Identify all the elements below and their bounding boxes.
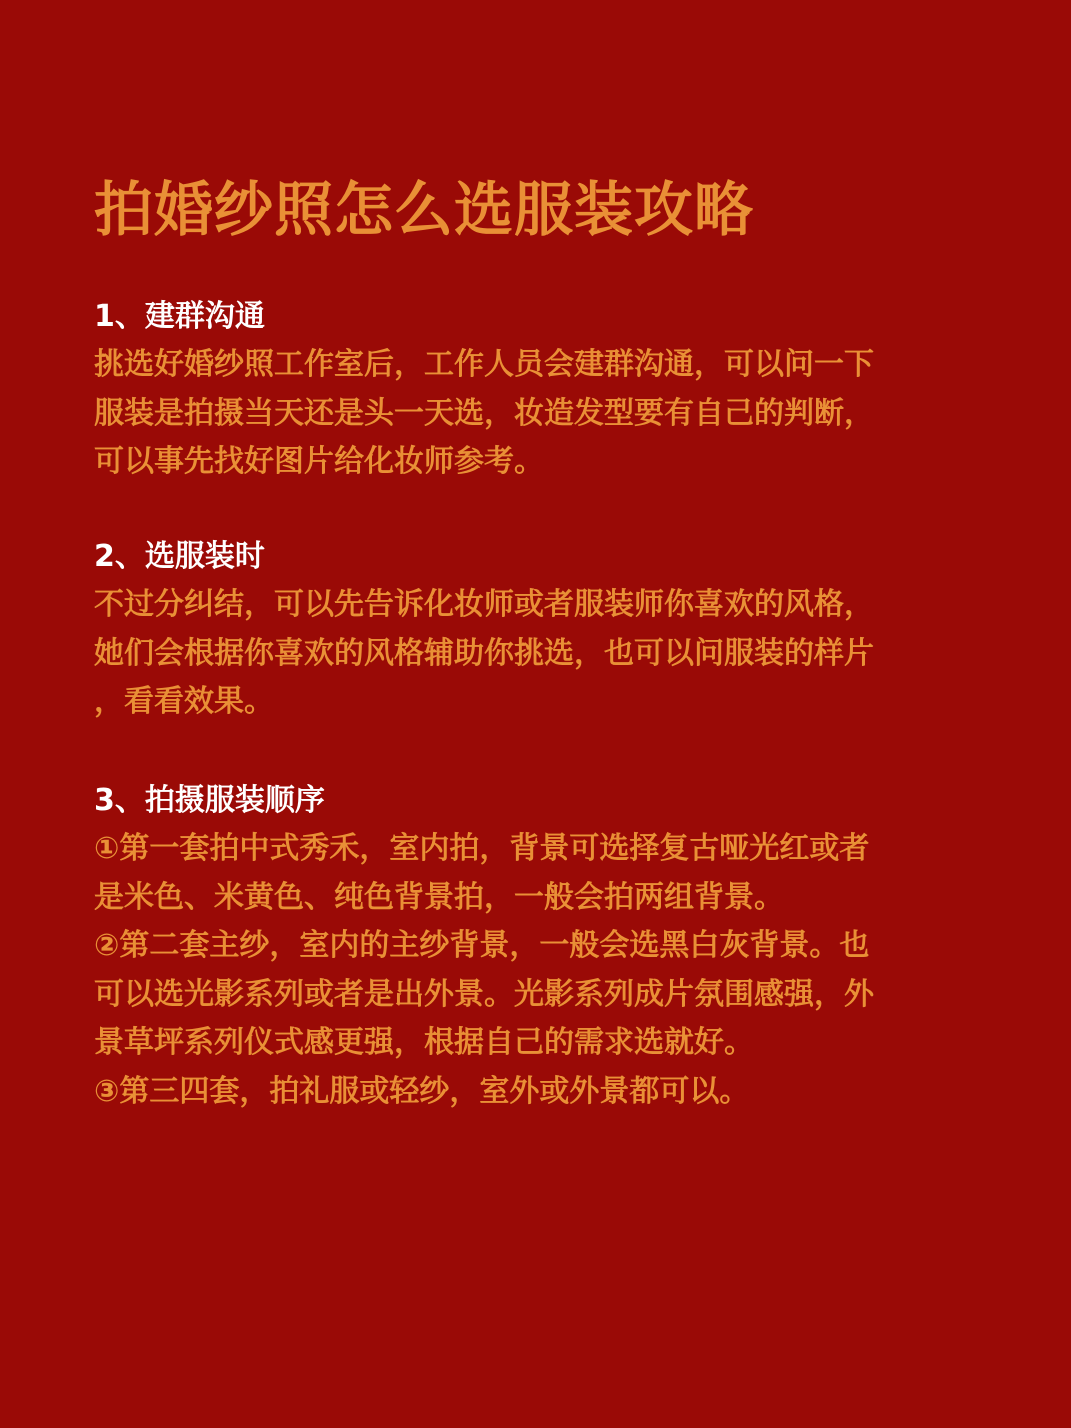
section-heading: 1、建群沟通 bbox=[94, 299, 265, 334]
section-text-line: ③第三四套，拍礼服或轻纱，室外或外景都可以。 bbox=[94, 1073, 750, 1109]
section-outfit-order bbox=[94, 777, 984, 1116]
section-heading: 2、选服装时 bbox=[94, 539, 265, 574]
section-choose-outfit bbox=[94, 533, 984, 727]
section-text-line: 可以选光影系列或者是出外景。光影系列成片氛围感强，外 bbox=[94, 976, 874, 1012]
section-text-line: ②第二套主纱，室内的主纱背景，一般会选黑白灰背景。也 bbox=[94, 928, 870, 963]
section-text-line: 服装是拍摄当天还是头一天选，妆造发型要有自己的判断， bbox=[94, 395, 874, 431]
section-group-chat bbox=[94, 293, 984, 487]
section-text-line: 景草坪系列仪式感更强，根据自己的需求选就好。 bbox=[94, 1025, 754, 1060]
page-title: 拍婚纱照怎么选服装攻略 bbox=[94, 175, 755, 244]
section-text-line: ①第一套拍中式秀禾，室内拍，背景可选择复古哑光红或者 bbox=[94, 831, 870, 866]
section-text-line: 她们会根据你喜欢的风格辅助你挑选，也可以问服装的样片 bbox=[94, 635, 874, 671]
section-text-line: 可以事先找好图片给化妆师参考。 bbox=[94, 444, 544, 479]
section-text-line: 不过分纠结，可以先告诉化妆师或者服装师你喜欢的风格， bbox=[94, 587, 874, 622]
section-text-line: ，看看效果。 bbox=[94, 684, 274, 719]
section-text-line: 挑选好婚纱照工作室后，工作人员会建群沟通，可以问一下 bbox=[94, 347, 874, 382]
section-heading: 3、拍摄服装顺序 bbox=[94, 783, 325, 818]
section-text-line: 是米色、米黄色、纯色背景拍，一般会拍两组背景。 bbox=[94, 879, 784, 915]
